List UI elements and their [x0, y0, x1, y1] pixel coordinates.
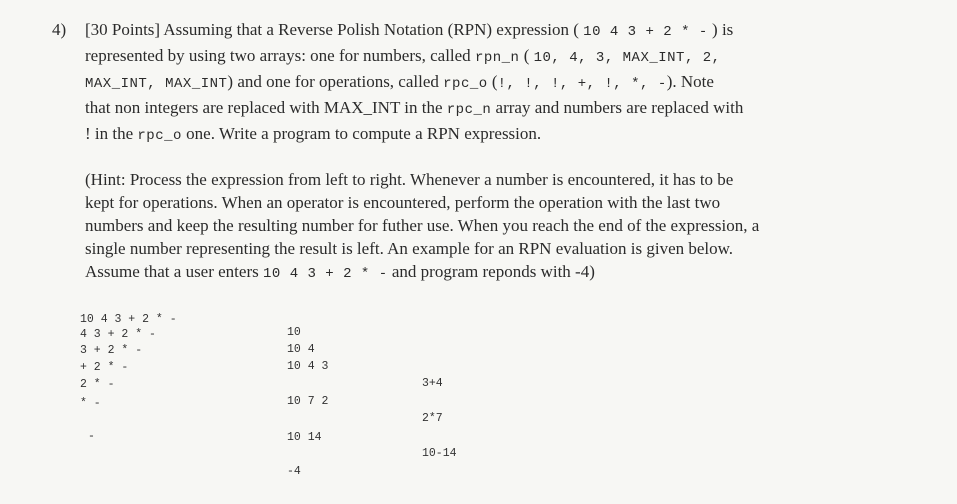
expression-row: - — [88, 430, 95, 443]
points-label: [30 Points] — [85, 20, 161, 39]
question-number: 4) — [52, 20, 67, 39]
stack-row: 10 7 2 — [287, 395, 329, 408]
operation-row: 2*7 — [422, 412, 443, 425]
expression-row: 2 * - — [80, 378, 115, 391]
hint-line-1: (Hint: Process the expression from left to right. Whenever a number is encountered, it has to be — [85, 170, 734, 189]
hint-line-4: single number representing the result is left. An example for an RPN evaluation is given below. — [85, 239, 734, 258]
rpn-expression-code: 10 4 3 + 2 * - — [583, 24, 708, 40]
hint-line-2: kept for operations. When an operator is encountered, perform the operation with the last two — [85, 193, 721, 212]
expression-row: * - — [80, 397, 101, 410]
stack-row: -4 — [287, 465, 301, 478]
rpn-n-array-name: rpn_n — [474, 50, 520, 66]
question-line-1: [30 Points] Assuming that a Reverse Polish Notation (RPN) expression ( 10 4 3 + 2 * - ) is — [85, 20, 734, 40]
question-line-3: MAX_INT, MAX_INT) and one for operations, called rpc_o (!, !, !, +, !, *, -). Note — [85, 72, 714, 92]
hint-line-3: numbers and keep the resulting number for futher use. When you reach the end of the expression, a — [85, 216, 760, 235]
question-line-4: that non integers are replaced with MAX_INT in the rpc_n array and numbers are replaced with — [85, 98, 744, 118]
expression-row: 3 + 2 * - — [80, 344, 143, 357]
expression-row: 4 3 + 2 * - — [80, 328, 156, 341]
operation-row: 3+4 — [422, 377, 443, 390]
rpc-o-array-values: !, !, !, +, !, *, - — [497, 76, 667, 92]
operation-row: 10-14 — [422, 447, 457, 460]
stack-row: 10 4 3 — [287, 360, 329, 373]
expression-row: + 2 * - — [80, 361, 129, 374]
hint-line-5: Assume that a user enters 10 4 3 + 2 * - and program reponds with -4) — [85, 262, 595, 282]
expression-row: 10 4 3 + 2 * - — [80, 313, 177, 326]
rpn-n-array-values-cont: MAX_INT, MAX_INT — [85, 76, 228, 92]
rpc-o-array-name: rpc_o — [443, 76, 488, 92]
hint-text — [85, 168, 885, 286]
stack-row: 10 14 — [287, 431, 322, 444]
rpc-o-array-name-2: rpc_o — [137, 128, 182, 144]
rpc-n-array-name: rpc_n — [446, 102, 492, 118]
rpn-n-array-values: 10, 4, 3, MAX_INT, 2, — [533, 50, 721, 66]
question-text — [85, 18, 885, 148]
stack-row: 10 — [287, 326, 301, 339]
question-line-2: represented by using two arrays: one for numbers, called rpn_n ( 10, 4, 3, MAX_INT, 2, — [85, 46, 721, 66]
stack-row: 10 4 — [287, 343, 315, 356]
hint-user-input-code: 10 4 3 + 2 * - — [262, 266, 388, 282]
question-line-5: ! in the rpc_o one. Write a program to compute a RPN expression. — [85, 124, 542, 144]
